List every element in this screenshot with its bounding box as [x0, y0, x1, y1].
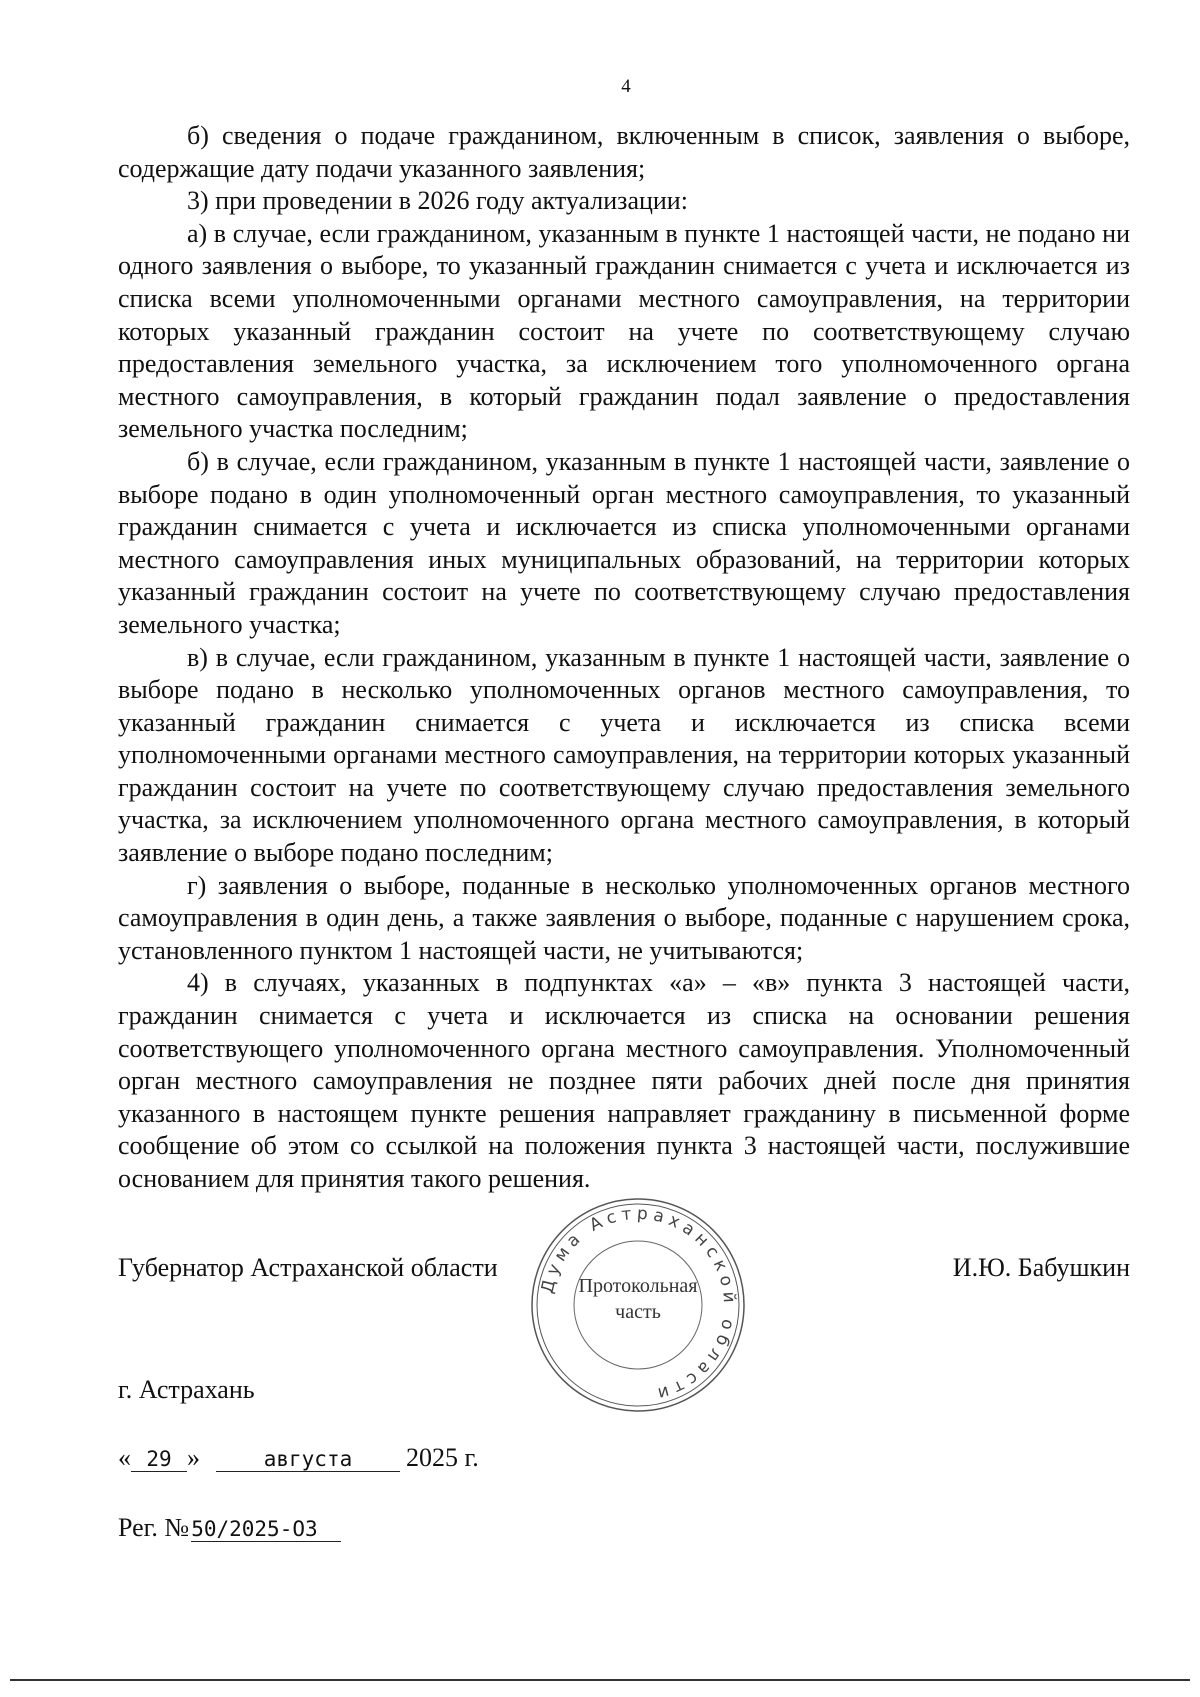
date-month: августа — [216, 1447, 400, 1472]
date-line — [118, 1443, 479, 1473]
paragraph: б) в случае, если гражданином, указанным в пункте 1 настоящей части, заявление о выборе подано в один уполномоченный орган местного самоуправления, то указанный гражданин снимается с учета и исключается из списка уполномоченными органами местного самоуправления иных муниципальных образований, на территории которых указанный гражданин состоит на учете по соответствующему случаю предоставления земельного участка; — [118, 446, 1130, 639]
registration-line — [118, 1513, 341, 1543]
seal-center-text — [574, 1273, 702, 1325]
seal-center-line: Протокольная — [578, 1275, 698, 1297]
paragraph: 4) в случаях, указанных в подпунктах «а» – «в» пункта 3 настоящей части, гражданин снимается с учета и исключается из списка на основании решения соответствующего уполномоченного органа местного самоуправления. Уполномоченный орган местного самоуправления не позднее пяти рабочих дней после дня принятия указанного в настоящем пункте решения направляет гражданину в письменной форме сообщение об этом со ссылкой на положения пункта 3 настоящей части, послужившие основанием для принятия такого решения. — [118, 968, 1130, 1193]
seal-ring-text: Дума Астраханской области — [537, 1203, 740, 1405]
paragraph: б) сведения о подаче гражданином, включенным в список, заявления о выборе, содержащие дату подачи указанного заявления; — [118, 121, 1130, 183]
date-year: 2025 г. — [406, 1443, 479, 1472]
seal-center-line: часть — [615, 1301, 661, 1323]
registration-label: Рег. № — [118, 1513, 190, 1542]
date-open-quote: « — [118, 1443, 131, 1472]
paragraph: в) в случае, если гражданином, указанным в пункте 1 настоящей части, заявление о выборе подано в несколько уполномоченных органов местного самоуправления, то указанный гражданин снимается с учета и исключается из списка всеми уполномоченными органами местного самоуправления, на территории которых указанный гражданин состоит на учете по соответствующему случаю предоставления земельного участка, за исключением уполномоченного органа местного самоуправления, в который заявление о выборе подано последним; — [118, 642, 1130, 868]
document-body — [118, 120, 1130, 1196]
signatory-title: Губернатор Астраханской области — [118, 1253, 498, 1282]
paragraph: г) заявления о выборе, поданные в несколько уполномоченных органов местного самоуправления в один день, а также заявления о выборе, поданные с нарушением срока, установленного пунктом 1 настоящей части, не учитываются; — [118, 870, 1130, 965]
paragraph: а) в случае, если гражданином, указанным в пункте 1 настоящей части, не подано ни одного заявления о выборе, то указанный гражданин снимается с учета и исключается из списка всеми уполномоченными органами местного самоуправления, на территории которых указанный гражданин состоит на учете по соответствующему случаю предоставления земельного участка, за исключением того уполномоченного органа местного самоуправления, в который гражданин подал заявление о предоставления земельного участка последним; — [118, 218, 1130, 444]
page-number: 4 — [621, 76, 631, 97]
city-line: г. Астрахань — [118, 1375, 255, 1404]
paragraph: 3) при проведении в 2026 году актуализации: — [187, 186, 688, 216]
date-day: 29 — [131, 1447, 187, 1472]
date-close-quote: » — [187, 1443, 200, 1472]
signatory-name: И.Ю. Бабушкин — [952, 1253, 1130, 1282]
page-bottom-rule — [10, 1679, 1190, 1681]
registration-number: 50/2025-ОЗ — [191, 1517, 341, 1542]
